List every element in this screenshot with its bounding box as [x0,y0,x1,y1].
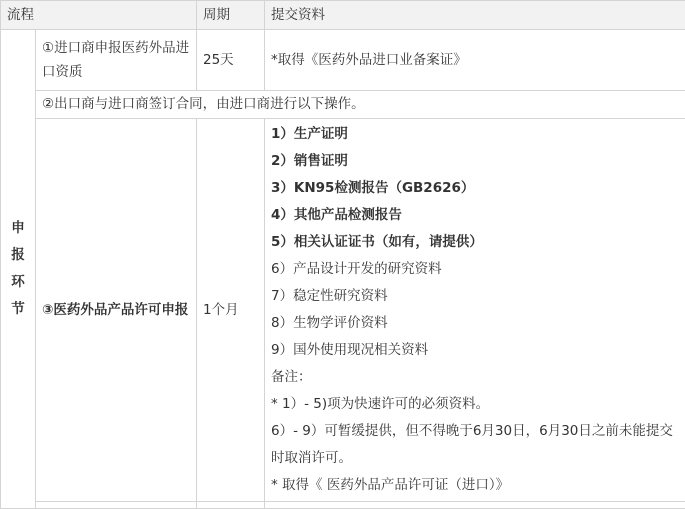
step-import-qualification: ①进口商申报医药外品进口资质 [36,30,197,91]
empty-cell [197,502,265,509]
documents-list [265,119,685,502]
stage-char: 节 [1,296,35,323]
header-row [1,1,685,30]
period-25-days: 25天 [197,30,265,91]
table-row [1,30,685,91]
document-item: 4）其他产品检测报告 [271,202,679,229]
step-product-license: ③医药外品产品许可申报 [36,119,197,502]
document-item: 1）生产证明 [271,121,679,148]
period-one-month: 1个月 [197,119,265,502]
header-process: 流程 [1,1,197,30]
header-documents: 提交资料 [265,1,685,30]
documents-registration: *取得《医药外品进口业备案证》 [265,30,685,91]
document-item: * 取得《 医药外品产品许可证（进口）》 [271,472,679,499]
document-item: 9）国外使用现况相关资料 [271,337,679,364]
table-row [1,91,685,119]
document-item: 2）销售证明 [271,148,679,175]
document-item: 6）产品设计开发的研究资料 [271,256,679,283]
stage-char: 报 [1,242,35,269]
table-row [1,119,685,502]
document-item: 3）KN95检测报告（GB2626） [271,175,679,202]
stage-label [1,30,36,509]
step-sign-contract: ②出口商与进口商签订合同，由进口商进行以下操作。 [36,91,685,119]
document-item: 备注： [271,364,679,391]
header-period: 周期 [197,1,265,30]
document-item: 7）稳定性研究资料 [271,283,679,310]
document-item: 8）生物学评价资料 [271,310,679,337]
stage-char: 环 [1,269,35,296]
document-item: * 1）- 5)项为快速许可的必须资料。 [271,391,679,418]
empty-cell [265,502,685,509]
table-row-continuation [1,502,685,509]
document-item: 5）相关认证证书（如有，请提供） [271,229,679,256]
stage-char: 申 [1,215,35,242]
document-item: 6）- 9）可暂缓提供，但不得晚于6月30日，6月30日之前未能提交时取消许可。 [271,418,679,472]
empty-cell [36,502,197,509]
